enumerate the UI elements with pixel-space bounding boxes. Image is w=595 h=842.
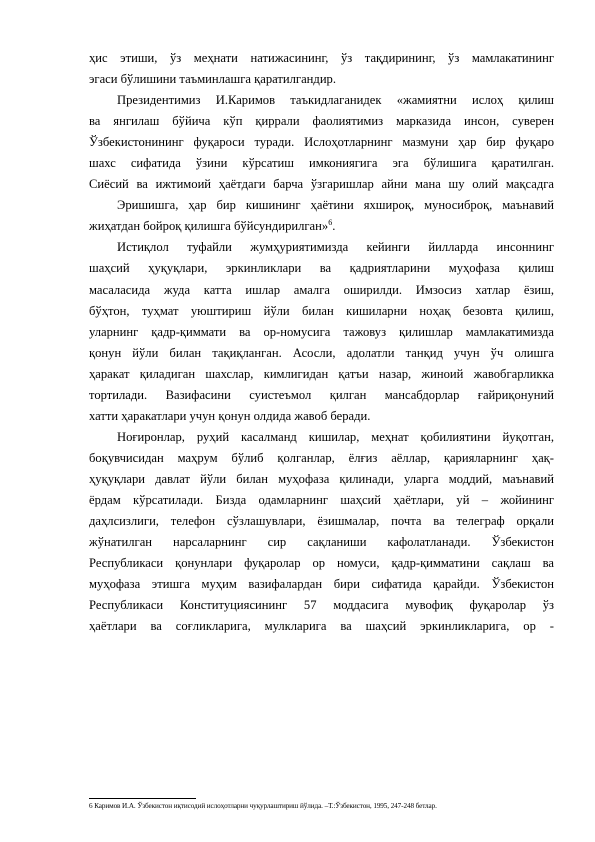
text-line: Ўзбекистонининг фуқароси туради. Ислоҳотларнинг мазмуни ҳар бир фуқаро [89,135,554,150]
paragraph-1 [89,48,554,90]
footnote-reference: 6 [328,218,333,228]
text-line: боқувчисидан маҳрум бўлиб қолганлар, ёлғиз аёллар, қарияларнинг ҳақ- [89,450,554,465]
footnote-separator [89,798,196,799]
text-line: масаласида жуда катта ишлар амалга оширилди. Имзосиз хатлар ёзиш, [89,282,554,297]
text-line: Президентимиз И.Каримов таъкидлаганидек «жамиятни ислоҳ қилиш [117,93,554,108]
text-line: муҳофаза этишга муҳим вазифалардан бири сифатида қарайди. Ўзбекистон [89,577,554,592]
text-line: тортилади. Вазифасини суистеъмол қилган мансабдорлар ғайриқонуний [89,387,554,402]
text-line: Республикаси Конституциясининг 57 моддасига мувофиқ фуқаролар ўз [89,598,554,613]
text-line: Эришишга, ҳар бир кишининг ҳаётини яхшироқ, муносиброқ, маънавий [117,198,554,213]
text-line: шаҳсий ҳуқуқлари, эркинликлари ва қадриятларини муҳофаза қилиш [89,261,554,276]
text-line: ва янгилаш бўйича кўп қиррали фаолиятимиз марказида инсон, суверен [89,114,554,129]
text-line: Сиёсий ва ижтимоий ҳаётдаги барча ўзгаришлар айни мана шу олий мақсадга [89,177,554,192]
text-line: жиҳатдан бойроқ қилишга бўйсундирилган»$^6$. [89,218,336,234]
page-body [89,48,554,637]
footnote: 6 Каримов И.А. Ўзбекистон иқтисодий ислоҳотларни чуқурлаштириш йўлида. –Т.:Ўзбекистон, 1995, 247-248 бетлар. [89,802,437,810]
paragraph-3 [89,195,554,237]
text-line: қонун йўли билан тақиқланган. Асосли, адолатли танқид учун ўч олишга [89,345,554,360]
text-line: Истиқлол туфайли жумҳуриятимизда кейинги йилларда инсоннинг [117,240,554,255]
text-line: ҳаётлари ва соғликларига, мулкларига ва шаҳсий эркинликларига, ор - [89,619,554,634]
text-line: ҳис этиши, ўз меҳнати натижасининг, ўз тақдирининг, ўз мамлакатининг [89,51,554,65]
text-line: Ноғиронлар, руҳий касалманд кишилар, меҳнат қобилиятини йуқотган, [117,429,554,444]
text-line: жўнатилган нарсаларнинг сир сақланиши кафолатланади. Ўзбекистон [89,535,554,550]
text-line: ҳуқуқлари давлат йўли билан муҳофаза қилинади, уларга моддий, маънавий [89,471,554,486]
text-line: бўҳтон, туҳмат уюштириш йўли билан кишиларни ноҳақ безовта қилиш, [89,303,554,318]
text-line: эгаси бўлишини таъминлашга қаратилгандир. [89,72,336,87]
text-line: даҳлсизлиги, телефон сўзлашувлари, ёзишмалар, почта ва телеграф орқали [89,514,554,529]
paragraph-2 [89,90,554,195]
text-line: уларнинг қадр-қиммати ва ор-номусига тажовуз қилишлар мамлакатимизда [89,324,554,339]
text-line: Республикаси қонунлари фуқаролар ор номуси, қадр-қимматини сақлаш ва [89,556,554,571]
paragraph-4 [89,237,554,426]
text-line: хатти ҳаракатлари учун қонун олдида жавоб беради. [89,408,371,423]
quote-text: жиҳатдан бойроқ қилишга бўйсундирилган» [89,219,329,234]
text-line: ҳаракат қиладиган шахслар, кимлигидан қатъи назар, жиноий жавобгарликка [89,366,554,381]
text-line: ёрдам кўрсатилади. Бизда одамларнинг шаҳсий ҳаётлари, уй – жойининг [89,492,554,507]
paragraph-5 [89,427,554,637]
text-line: шахс сифатида ўзини кўрсатиш имкониягига эга бўлишига қаратилган. [89,156,554,171]
